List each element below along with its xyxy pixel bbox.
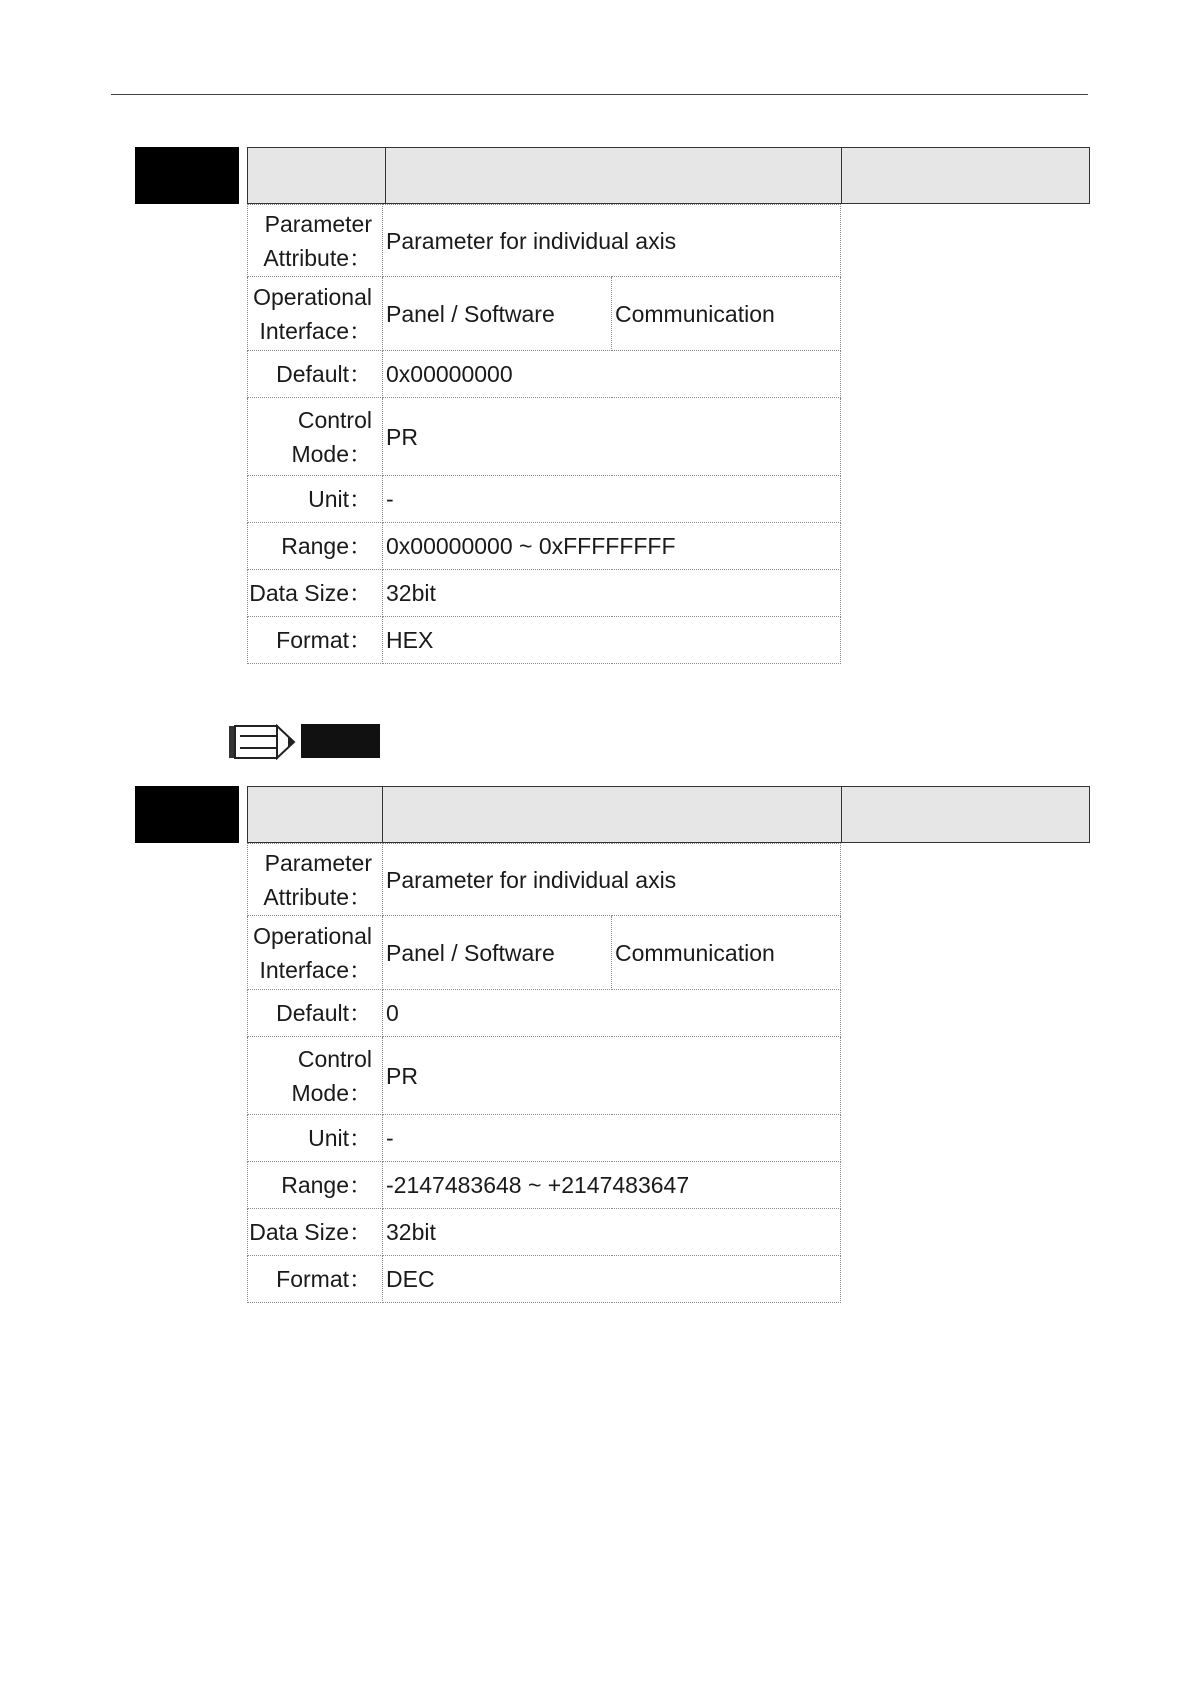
header-address-cell (842, 787, 1089, 842)
attribute-label: Parameter Attribute： (248, 205, 383, 277)
header-address-cell (842, 148, 1089, 203)
interface-comm-value: Communication (612, 277, 841, 351)
unit-label: Unit： (248, 476, 383, 523)
format-value: DEC (383, 1256, 841, 1303)
range-value: 0x00000000 ~ 0xFFFFFFFF (383, 523, 841, 570)
range-value: -2147483648 ~ +2147483647 (383, 1162, 841, 1209)
parameter-code-tab (135, 786, 239, 843)
header-code-cell (248, 787, 383, 842)
control-mode-label: Control Mode： (248, 398, 383, 476)
parameter-properties-table (247, 843, 841, 1303)
default-value: 0x00000000 (383, 351, 841, 398)
parameter-code-tab (135, 147, 239, 204)
interface-label: Operational Interface： (248, 916, 383, 990)
data-size-value: 32bit (383, 570, 841, 617)
page-header-rule (111, 94, 1088, 95)
data-size-label: Data Size： (248, 1209, 383, 1256)
default-value: 0 (383, 990, 841, 1037)
header-code-cell (248, 148, 386, 203)
unit-value: - (383, 476, 841, 523)
default-label: Default： (248, 351, 383, 398)
range-label: Range： (248, 523, 383, 570)
parameter-properties-table (247, 204, 841, 664)
unit-label: Unit： (248, 1115, 383, 1162)
interface-label: Operational Interface： (248, 277, 383, 351)
interface-panel-value: Panel / Software (383, 277, 612, 351)
data-size-label: Data Size： (248, 570, 383, 617)
control-mode-value: PR (383, 398, 841, 476)
note-label (301, 724, 380, 758)
attribute-label: Parameter Attribute： (248, 844, 383, 916)
control-mode-label: Control Mode： (248, 1037, 383, 1115)
parameter-header-row (247, 147, 1090, 204)
parameter-header-row (247, 786, 1090, 843)
range-label: Range： (248, 1162, 383, 1209)
attribute-value: Parameter for individual axis (383, 844, 841, 916)
format-value: HEX (383, 617, 841, 664)
header-name-cell (386, 148, 842, 203)
data-size-value: 32bit (383, 1209, 841, 1256)
format-label: Format： (248, 617, 383, 664)
interface-comm-value: Communication (612, 916, 841, 990)
attribute-value: Parameter for individual axis (383, 205, 841, 277)
interface-panel-value: Panel / Software (383, 916, 612, 990)
format-label: Format： (248, 1256, 383, 1303)
header-name-cell (383, 787, 842, 842)
default-label: Default： (248, 990, 383, 1037)
control-mode-value: PR (383, 1037, 841, 1115)
note-marker (228, 724, 380, 760)
unit-value: - (383, 1115, 841, 1162)
pencil-icon (228, 724, 298, 760)
